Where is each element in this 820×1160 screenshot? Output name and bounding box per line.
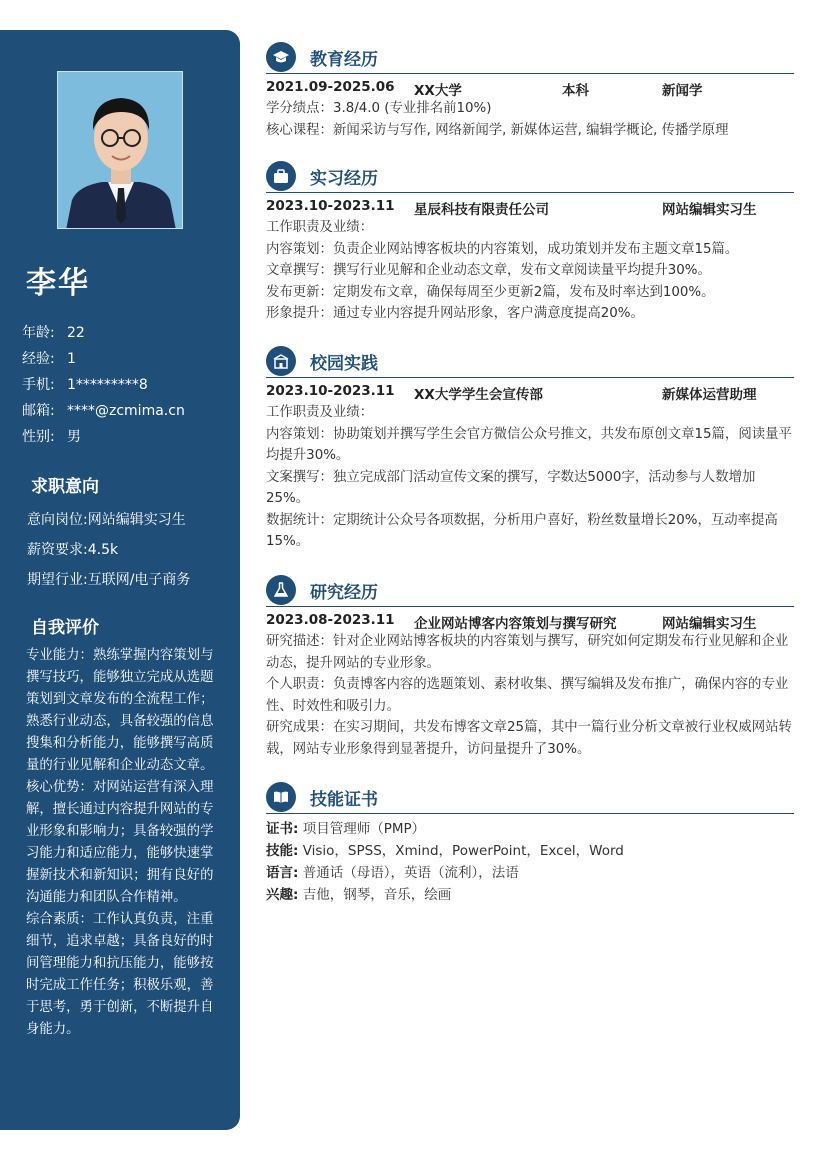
info-experience — [22, 346, 185, 372]
section-title: 技能证书 — [310, 790, 378, 810]
sidebar — [0, 30, 240, 1130]
skill-interest — [266, 884, 794, 906]
detail-line: 个人职责：负责博客内容的选题策划、素材收集、撰写编辑及发布推广，确保内容的专业性、时效性和吸引力。 — [266, 677, 789, 714]
self-eval-paragraph: 综合素质：工作认真负责，注重细节，追求卓越；具备良好的时间管理能力和抗压能力，能够按时完成工作任务；积极乐观，善于思考，勇于创新，不断提升自身能力。 — [26, 912, 214, 1037]
self-eval-text — [26, 645, 216, 1041]
entry-major: 新闻学 — [662, 83, 703, 99]
intent-position — [27, 505, 190, 535]
skill-certificate — [266, 818, 794, 840]
intent-label: 薪资要求: — [27, 542, 88, 558]
info-label: 性别: — [22, 429, 55, 445]
section-header — [266, 782, 794, 814]
entry-date: 2023.10-2023.11 — [266, 383, 395, 399]
entry-date: 2023.08-2023.11 — [266, 612, 395, 628]
section-title: 教育经历 — [310, 50, 378, 70]
detail-line: 数据统计：定期统计公众号各项数据，分析用户喜好，粉丝数量增长20%，互动率提高15%。 — [266, 512, 778, 549]
info-age — [22, 320, 185, 346]
intent-value: 4.5k — [87, 542, 119, 558]
intent-salary — [27, 535, 190, 565]
self-eval-paragraph: 专业能力：熟练掌握内容策划与撰写技巧，能够独立完成从选题策划到文章发布的全流程工作；熟悉行业动态，具备较强的信息搜集和分析能力，能够撰写高质量的行业见解和企业动态文章。 — [26, 648, 214, 773]
info-value: 1 — [67, 351, 76, 367]
skill-value: 吉他，钢琴，音乐，绘画 — [302, 887, 452, 903]
info-value: 1*********8 — [67, 377, 148, 393]
detail-line: 文案撰写：独立完成部门活动宣传文案的撰写，字数达5000字，活动参与人数增加25%。 — [266, 469, 756, 506]
entry-header — [266, 378, 794, 402]
intent-value: 网站编辑实习生 — [87, 512, 186, 528]
graduation-cap-icon — [266, 42, 296, 72]
personal-info — [22, 320, 185, 450]
detail-line: 工作职责及业绩： — [266, 405, 374, 420]
intent-title: 求职意向 — [31, 477, 99, 497]
briefcase-icon — [266, 161, 296, 191]
intent-label: 期望行业: — [27, 572, 88, 588]
entry-degree: 本科 — [562, 83, 589, 99]
section-title: 校园实践 — [310, 354, 378, 374]
entry-details — [266, 98, 794, 141]
detail-line: 发布更新：定期发布文章，确保每周至少更新2篇，发布及时率达到100%。 — [266, 284, 715, 300]
intent-industry — [27, 565, 190, 595]
skill-value: Visio，SPSS，Xmind，PowerPoint，Excel，Word — [302, 843, 624, 859]
info-gender — [22, 424, 185, 450]
entry-header — [266, 193, 794, 217]
skill-tools — [266, 840, 794, 862]
skill-label: 语言: — [266, 865, 299, 881]
skill-label: 兴趣: — [266, 887, 299, 903]
detail-line: 内容策划：协助策划并撰写学生会官方微信公众号推文，共发布原创文章15篇，阅读量平均提升30%。 — [266, 426, 792, 463]
info-label: 经验: — [22, 351, 55, 367]
entry-header — [266, 74, 794, 98]
section-header — [266, 575, 794, 607]
entry-details — [266, 631, 794, 760]
entry-org: XX大学学生会宣传部 — [414, 387, 543, 403]
entry-role: 新媒体运营助理 — [662, 387, 757, 403]
section-skills — [266, 782, 794, 906]
section-campus — [266, 346, 794, 553]
entry-date: 2021.09-2025.06 — [266, 79, 395, 95]
entry-org: 星辰科技有限责任公司 — [414, 202, 549, 218]
entry-role: 网站编辑实习生 — [662, 616, 757, 632]
section-internship — [266, 161, 794, 325]
section-header — [266, 42, 794, 74]
info-label: 手机: — [22, 377, 55, 393]
intent-value: 互联网/电子商务 — [87, 572, 191, 588]
skill-value: 项目管理师（PMP） — [302, 821, 426, 837]
intent-label: 意向岗位: — [27, 512, 88, 528]
detail-line: 工作职责及业绩： — [266, 220, 374, 235]
section-research — [266, 575, 794, 760]
building-icon — [266, 346, 296, 376]
flask-icon — [266, 575, 296, 605]
detail-line: 文章撰写：撰写行业见解和企业动态文章，发布文章阅读量平均提升30%。 — [266, 263, 711, 278]
skill-label: 技能: — [266, 843, 299, 859]
info-label: 年龄: — [22, 325, 55, 341]
section-title: 研究经历 — [310, 583, 378, 603]
info-value: ****@zcmima.cn — [67, 403, 185, 419]
self-eval-paragraph: 核心优势：对网站运营有深入理解，擅长通过内容提升网站的专业形象和影响力；具备较强的学习能力和适应能力，能够快速掌握新技术和新知识；拥有良好的沟通能力和团队合作精神。 — [26, 780, 214, 905]
skill-value: 普通话（母语），英语（流利），法语 — [302, 865, 519, 881]
detail-line: 形象提升：通过专业内容提升网站形象，客户满意度提高20%。 — [266, 306, 644, 321]
detail-line: 核心课程：新闻采访与写作, 网络新闻学, 新媒体运营, 编辑学概论, 传播学原理 — [266, 122, 729, 138]
book-icon — [266, 782, 296, 812]
profile-photo — [57, 71, 183, 229]
info-label: 邮箱: — [22, 403, 55, 419]
skill-language — [266, 862, 794, 884]
info-phone — [22, 372, 185, 398]
detail-line: 学分绩点：3.8/4.0 (专业排名前10%) — [266, 101, 492, 116]
info-value: 男 — [67, 429, 81, 445]
info-value: 22 — [67, 325, 85, 341]
detail-line: 内容策划：负责企业网站博客板块的内容策划，成功策划并发布主题文章15篇。 — [266, 241, 739, 257]
entry-date: 2023.10-2023.11 — [266, 198, 395, 214]
skill-label: 证书: — [266, 821, 299, 837]
entry-role: 网站编辑实习生 — [662, 202, 757, 218]
section-header — [266, 346, 794, 378]
entry-org: 企业网站博客内容策划与撰写研究 — [414, 616, 617, 632]
entry-details — [266, 217, 794, 325]
entry-header — [266, 607, 794, 631]
entry-details — [266, 402, 794, 553]
section-title: 实习经历 — [310, 169, 378, 189]
intent-list — [27, 505, 190, 595]
info-email — [22, 398, 185, 424]
entry-school: XX大学 — [414, 83, 462, 99]
profile-name: 李华 — [26, 266, 90, 301]
detail-line: 研究描述：针对企业网站博客板块的内容策划与撰写，研究如何定期发布行业见解和企业动态，提升网站的专业形象。 — [266, 634, 789, 671]
self-eval-title: 自我评价 — [31, 618, 99, 638]
section-header — [266, 161, 794, 193]
detail-line: 研究成果：在实习期间，共发布博客文章25篇，其中一篇行业分析文章被行业权威网站转载，网站专业形象得到显著提升，访问量提升了30%。 — [266, 720, 792, 757]
section-education — [266, 42, 794, 141]
